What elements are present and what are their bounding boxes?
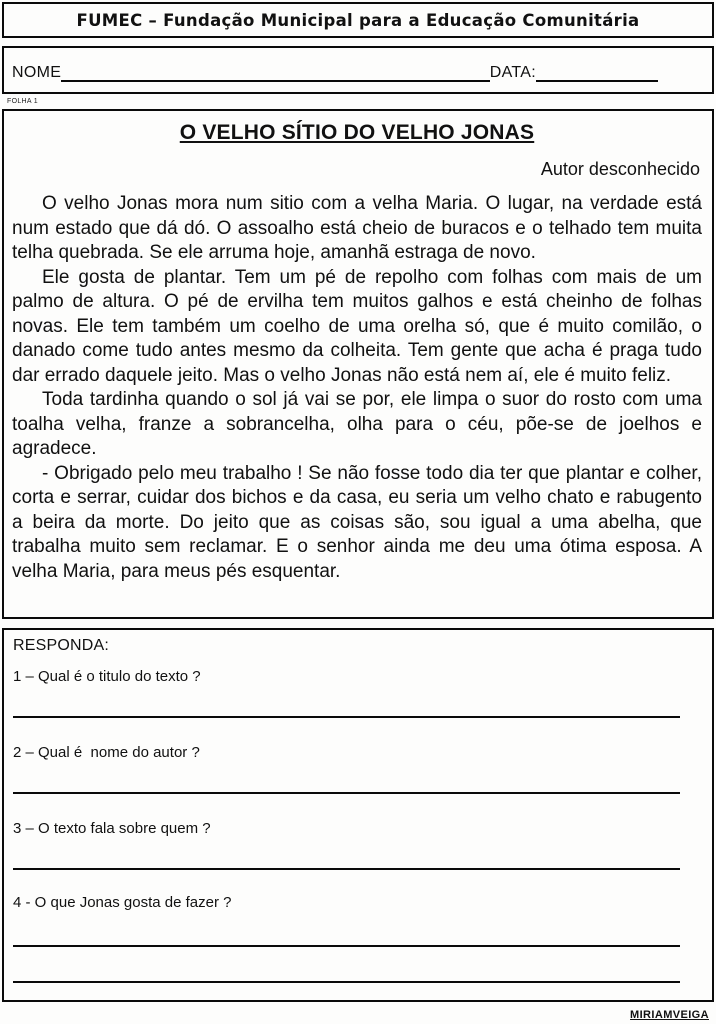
name-date-bar — [2, 46, 714, 94]
question-block — [13, 744, 702, 794]
sheet-number-label: FOLHA 1 — [7, 98, 38, 105]
question-block — [13, 820, 702, 870]
answer-line[interactable] — [13, 792, 680, 794]
question-label: 4 - O que Jonas gosta de fazer ? — [13, 894, 232, 911]
answer-line[interactable] — [13, 868, 680, 870]
questions-box — [2, 628, 714, 1002]
answer-line[interactable] — [13, 981, 680, 983]
story-paragraph: - Obrigado pelo meu trabalho ! Se não fosse todo dia ter que plantar e colher, corta e serrar, cuidar dos bichos e da casa, eu seria um velho chato e rabugento a beira da morte. Do jeito que as coisas são, sou igual a uma abelha, que trabalha muito sem reclamar. E o senhor ainda me deu uma ótima esposa. A velha Maria, para meus pés esquentar. — [12, 462, 702, 582]
story-paragraph: O velho Jonas mora num sitio com a velha Maria. O lugar, na verdade está num estado que dá dó. O assoalho está cheio de buracos e o telhado tem muita telha quebrada. Se ele arruma hoje, amanhã estraga de novo. — [12, 193, 702, 263]
story-paragraphs — [12, 192, 702, 584]
header-banner — [2, 2, 714, 38]
name-input-line[interactable] — [61, 62, 490, 82]
question-label: 1 – Qual é o titulo do texto ? — [13, 668, 201, 685]
date-label: DATA: — [489, 64, 536, 81]
questions-list — [13, 668, 702, 1002]
question-label: 2 – Qual é nome do autor ? — [13, 744, 200, 761]
date-input-line[interactable] — [536, 62, 658, 82]
question-block — [13, 668, 702, 718]
credit-watermark: MIRIAMVEIGA — [630, 1009, 709, 1021]
story-paragraph: Toda tardinha quando o sol já vai se por, ele limpa o suor do rosto com uma toalha velha, franze a sobrancelha, olha para o céu, põe-se de joelhos e agradece. — [12, 389, 702, 459]
name-label: NOME — [12, 64, 62, 81]
answer-line[interactable] — [13, 945, 680, 947]
institution-title: FUMEC – Fundação Municipal para a Educação Comunitária — [76, 10, 640, 30]
reading-title: O VELHO SÍTIO DO VELHO JONAS — [179, 121, 535, 144]
reading-text-box — [2, 109, 714, 619]
answer-line[interactable] — [13, 716, 680, 718]
story-paragraph: Ele gosta de plantar. Tem um pé de repolho com folhas com mais de um palmo de altura. O pé de ervilha tem muitos galhos e está cheinho de folhas novas. Ele tem também um coelho de uma orelha só, que é muito comilão, o danado come tudo antes mesmo da colheita. Tem gente que acha é praga tudo dar errado daquele jeito. Mas o velho Jonas não está nem aí, ele é muito feliz. — [12, 266, 702, 386]
question-block — [13, 894, 702, 1002]
questions-heading: RESPONDA: — [13, 637, 110, 654]
author-line: Autor desconhecido — [540, 159, 700, 179]
question-label: 3 – O texto fala sobre quem ? — [13, 820, 211, 837]
